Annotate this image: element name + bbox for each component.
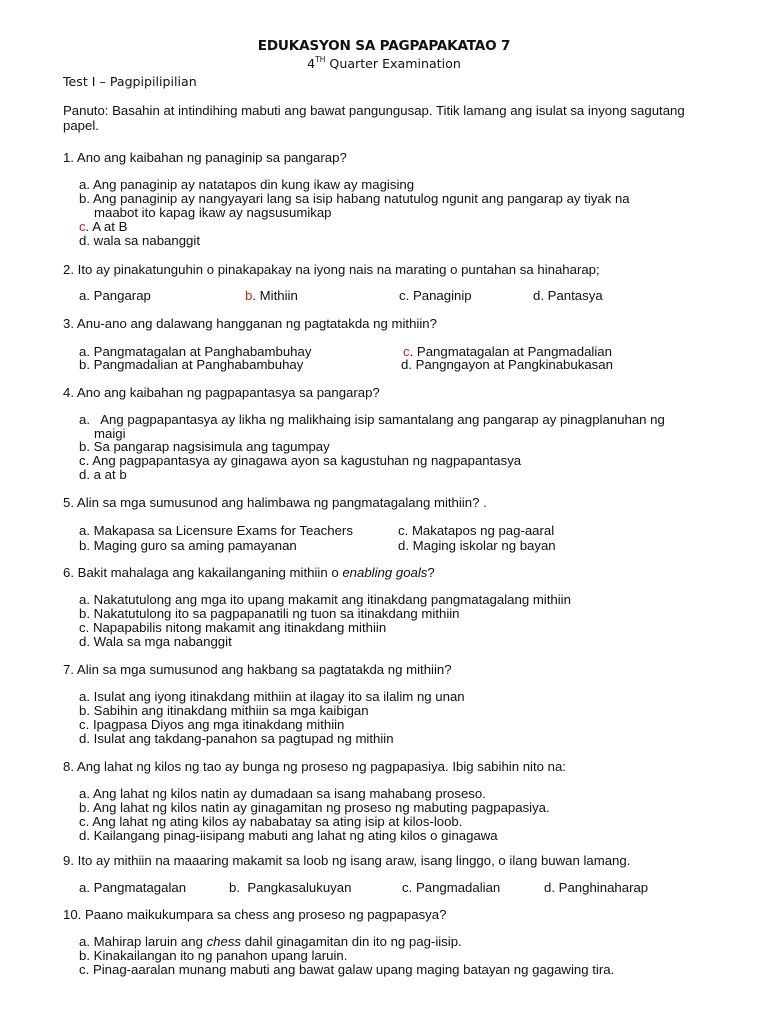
question-1-option-d <box>79 234 200 248</box>
option-text: Kailangang pinag-iisipang mabuti ang lahat ng ating kilos o ginagawa <box>93 828 498 843</box>
answer-mark-letter: c <box>79 219 86 234</box>
question-emphasis: enabling goals <box>342 565 428 580</box>
option-text: Pangmatagalan <box>93 880 187 895</box>
option-letter: a. <box>79 523 90 538</box>
option-text: Ang pagpapantasya ay ginagawa ayon sa kagustuhan ng nagpapantasya <box>92 453 522 468</box>
question-3-option-b <box>79 357 303 372</box>
option-text: Pangarap <box>93 288 151 303</box>
option-letter: b. <box>79 191 90 206</box>
question-9-option-a <box>79 880 186 895</box>
option-text: . Pangmatagalan at Pangmadalian <box>409 344 612 359</box>
option-text: Pinag-aaralan munang mabuti ang bawat galaw upang maging batayan ng gagawing tira. <box>92 962 615 977</box>
question-1-option-a <box>79 178 414 192</box>
question-2-option-a <box>79 288 151 303</box>
question-7: 7. Alin sa mga sumusunod ang hakbang sa pagtatakda ng mithiin? <box>63 662 452 677</box>
option-letter: a. <box>79 412 90 427</box>
option-letter: b. <box>229 880 240 895</box>
option-letter: d. <box>398 538 409 553</box>
option-text: Ang lahat ng kilos natin ay ginagamitan ng proseso ng mabuting pagpapasiya. <box>92 800 550 815</box>
option-text: Mahirap laruin ang <box>93 934 207 949</box>
option-text: Panghinaharap <box>558 880 649 895</box>
question-8-option-c <box>79 815 462 829</box>
question-5-option-d <box>398 538 556 553</box>
option-text: Makatapos ng pag-aaral <box>411 523 555 538</box>
option-letter: b. <box>79 800 90 815</box>
option-letter: d. <box>79 634 90 649</box>
test-label: Test I – Pagpipilipilian <box>63 74 197 89</box>
option-text: Ipagpasa Diyos ang mga itinakdang mithiin <box>92 717 345 732</box>
option-letter: b. <box>79 606 90 621</box>
question-8-option-b <box>79 801 550 815</box>
question-6-option-c <box>79 621 386 635</box>
question-10-option-a <box>79 935 462 949</box>
question-7-option-a <box>79 690 465 704</box>
option-text: Maging guro sa aming pamayanan <box>93 538 297 553</box>
answer-mark-letter: b <box>245 288 253 303</box>
question-4-option-b <box>79 440 330 454</box>
option-letter: a. <box>79 177 90 192</box>
option-text: Ang pagpapantasya ay likha ng malikhaing isip samantalang ang pangarap ay pinagplanuhan ng <box>100 412 665 427</box>
question-2-option-b <box>245 288 298 303</box>
option-text: Makapasa sa Licensure Exams for Teachers <box>93 523 353 538</box>
option-letter: d. <box>79 233 90 248</box>
option-text: a at b <box>93 467 127 482</box>
option-text: Ang lahat ng kilos natin ay dumadaan sa isang mahabang proseso. <box>92 786 486 801</box>
question-1-option-c <box>79 220 127 234</box>
option-letter: a. <box>79 786 90 801</box>
question-4: 4. Ano ang kaibahan ng pagpapantasya sa pangarap? <box>63 385 380 400</box>
option-letter: a. <box>79 344 90 359</box>
question-4-option-a <box>79 413 699 441</box>
option-emphasis: chess <box>206 934 242 949</box>
question-7-option-b <box>79 704 369 718</box>
quarter-ordinal-suffix: TH <box>315 55 326 64</box>
option-text: Isulat ang takdang-panahon sa pagtupad ng mithiin <box>93 731 394 746</box>
question-4-option-c <box>79 454 521 468</box>
option-letter: d. <box>79 731 90 746</box>
question-3: 3. Anu-ano ang dalawang hangganan ng pagtatakda ng mithiin? <box>63 316 437 331</box>
quarter-number: 4 <box>307 56 316 72</box>
question-9-option-c <box>402 880 500 895</box>
option-letter: b. <box>79 357 90 372</box>
option-letter: c. <box>402 880 413 895</box>
question-8: 8. Ang lahat ng kilos ng tao ay bunga ng proseso ng pagpapasiya. Ibig sabihin nito na: <box>63 759 566 774</box>
option-text: Wala sa mga nabanggit <box>93 634 232 649</box>
instructions: Panuto: Basahin at intindihing mabuti ang bawat pangungusap. Titik lamang ang isulat sa inyong sagutang papel. <box>63 103 685 133</box>
option-text: Pangmadalian <box>415 880 501 895</box>
question-9-option-d <box>544 880 648 895</box>
question-10: 10. Paano maikukumpara sa chess ang proseso ng pagpapasya? <box>63 907 447 922</box>
question-1-option-b <box>79 192 699 220</box>
option-letter: a. <box>79 592 90 607</box>
question-10-option-c <box>79 963 614 977</box>
question-5-option-c <box>398 523 554 538</box>
option-text: Nakatutulong ang mga ito upang makamit ang itinakdang pangmatagalang mithiin <box>93 592 571 607</box>
question-2-option-c <box>399 288 472 303</box>
question-6-option-d <box>79 635 232 649</box>
question-4-option-d <box>79 468 127 482</box>
question-8-option-d <box>79 829 498 843</box>
option-text: Napapabilis nitong makamit ang itinakdang mithiin <box>92 620 387 635</box>
option-text: Maging iskolar ng bayan <box>412 538 556 553</box>
option-text: Sabihin ang itinakdang mithiin sa mga kaibigan <box>93 703 369 718</box>
option-letter: c. <box>79 962 90 977</box>
question-6 <box>63 565 435 580</box>
option-letter: d. <box>79 467 90 482</box>
option-letter: d. <box>79 828 90 843</box>
question-6-option-a <box>79 593 571 607</box>
option-text: Pantasya <box>547 288 603 303</box>
question-6-option-b <box>79 607 460 621</box>
option-text-end: dahil ginagamitan din ito ng pag-iisip. <box>241 934 462 949</box>
option-letter: c. <box>399 288 410 303</box>
question-1: 1. Ano ang kaibahan ng panaginip sa pangarap? <box>63 150 347 165</box>
option-letter: a. <box>79 288 90 303</box>
option-text: . A at B <box>85 219 128 234</box>
option-text: . Mithiin <box>252 288 298 303</box>
option-letter: c. <box>79 814 90 829</box>
option-letter: c. <box>79 620 90 635</box>
question-5-option-a <box>79 523 353 538</box>
option-letter: b. <box>79 703 90 718</box>
option-text: Pangmatagalan at Panghabambuhay <box>93 344 312 359</box>
question-8-option-a <box>79 787 486 801</box>
option-letter: b. <box>79 439 90 454</box>
option-letter: d. <box>401 357 412 372</box>
question-5-option-b <box>79 538 297 553</box>
option-letter: b. <box>79 538 90 553</box>
option-text-continued: maabot ito kapag ikaw ay nagsusumikap <box>94 205 332 220</box>
subtitle-text: Quarter Examination <box>325 56 461 72</box>
option-letter: d. <box>544 880 555 895</box>
question-10-option-b <box>79 949 347 963</box>
option-text: Panaginip <box>412 288 472 303</box>
option-text: Pangmadalian at Panghabambuhay <box>93 357 304 372</box>
question-9-option-b <box>229 880 351 895</box>
option-text: Kinakailangan ito ng panahon upang laruin. <box>93 948 348 963</box>
option-letter: d. <box>533 288 544 303</box>
option-text-continued: maigi <box>94 426 126 441</box>
answer-mark-letter: c <box>403 344 410 359</box>
question-5: 5. Alin sa mga sumusunod ang halimbawa ng pangmatagalang mithiin? . <box>63 495 487 510</box>
option-text: Pangkasalukuyan <box>247 880 352 895</box>
question-9: 9. Ito ay mithiin na maaaring makamit sa loob ng isang araw, isang linggo, o ilang buwan lamang. <box>63 853 631 868</box>
exam-subtitle <box>0 56 768 71</box>
question-2: 2. Ito ay pinakatunguhin o pinakapakay na iyong nais na marating o puntahan sa hinaharap; <box>63 262 600 277</box>
option-letter: b. <box>79 948 90 963</box>
option-text: Isulat ang iyong itinakdang mithiin at ilagay ito sa ilalim ng unan <box>93 689 465 704</box>
option-letter: a. <box>79 880 90 895</box>
option-letter: c. <box>79 453 90 468</box>
option-text: Nakatutulong ito sa pagpapanatili ng tuon sa itinakdang mithiin <box>93 606 460 621</box>
exam-title: EDUKASYON SA PAGPAPAKATAO 7 <box>257 38 511 54</box>
option-text: Ang lahat ng ating kilos ay nababatay sa ating isip at kilos-loob. <box>92 814 463 829</box>
option-text: Ang panaginip ay natatapos din kung ikaw ay magising <box>92 177 415 192</box>
question-text: 6. Bakit mahalaga ang kakailanganing mithiin o <box>63 565 343 580</box>
question-text-end: ? <box>427 565 435 580</box>
option-letter: a. <box>79 934 90 949</box>
option-letter: c. <box>79 717 90 732</box>
question-7-option-d <box>79 732 394 746</box>
option-letter: c. <box>398 523 409 538</box>
question-7-option-c <box>79 718 344 732</box>
option-text: Ang panaginip ay nangyayari lang sa isip habang natutulog ngunit ang pangarap ay tiyak na <box>92 191 630 206</box>
option-text: wala sa nabanggit <box>93 233 200 248</box>
question-2-option-d <box>533 288 603 303</box>
option-text: Sa pangarap nagsisimula ang tagumpay <box>93 439 330 454</box>
option-text: Pangngayon at Pangkinabukasan <box>415 357 613 372</box>
question-3-option-d <box>401 357 613 372</box>
option-letter: a. <box>79 689 90 704</box>
